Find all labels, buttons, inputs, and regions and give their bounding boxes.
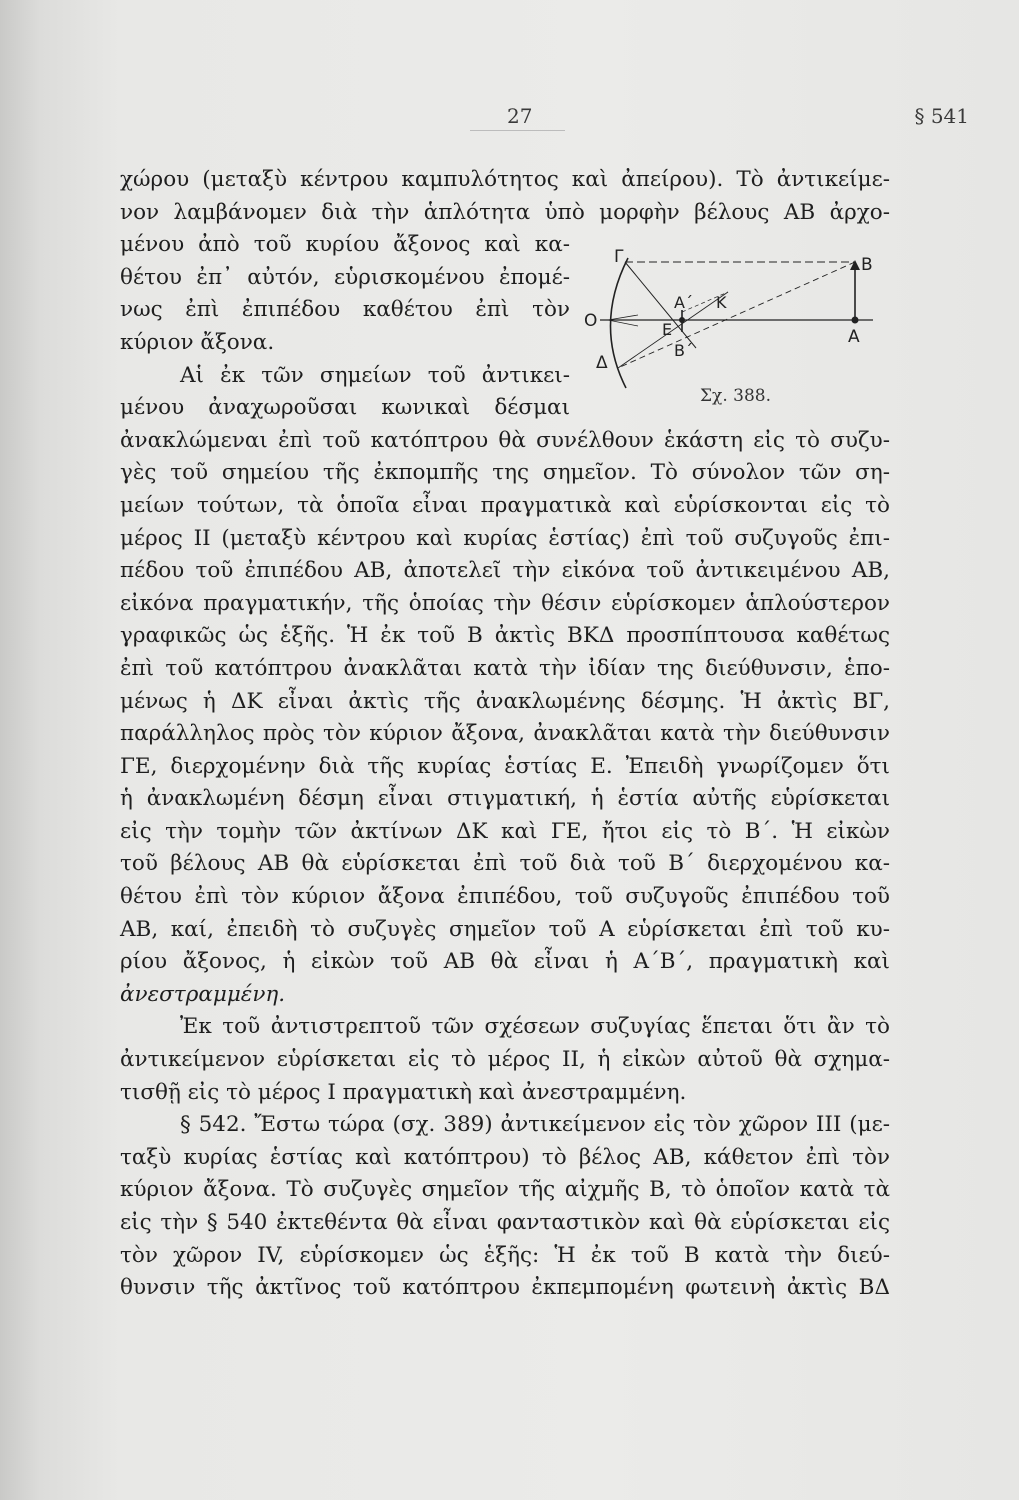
label-b: B <box>861 255 873 275</box>
text-line: τοῦ βέλους ΑΒ θὰ εὑρίσκεται ἐπὶ τοῦ διὰ τοῦ Β΄ διερχομένου κα- <box>120 851 890 877</box>
text-line: νον λαμβάνομεν διὰ τὴν ἁπλότητα ὑπὸ μορφὴν βέλους ΑΒ ἀρχο- <box>120 199 890 225</box>
text-line: παράλληλος πρὸς τὸν κύριον ἄξονα, ἀνακλᾶται κατὰ τὴν διεύθυνσιν <box>120 721 890 747</box>
text-line: μέρος ΙΙ (μεταξὺ κέντρου καὶ κυρίας ἑστίας) ἐπὶ τοῦ συζυγοῦς ἐπι- <box>120 525 890 551</box>
text-line: ἀντικείμενον εὑρίσκεται εἰς τὸ μέρος ΙΙ, ἡ εἰκὼν αὐτοῦ θὰ σχημα- <box>120 1047 890 1073</box>
text-line: γραφικῶς ὡς ἑξῆς. Ἡ ἐκ τοῦ Β ἀκτὶς ΒΚΔ προσπίπτουσα καθέτως <box>120 623 890 649</box>
page-number: 27 <box>507 104 533 128</box>
label-delta: Δ <box>596 353 608 373</box>
body-text <box>120 164 890 1305</box>
text-line: θέτου ἐπὶ τὸν κύριον ἄξονα ἐπιπέδου, τοῦ συζυγοῦς ἐπιπέδου τοῦ <box>120 884 890 910</box>
text-line: ΓΕ, διερχομένην διὰ τῆς κυρίας ἑστίας Ε. Ἐπειδὴ γνωρίζομεν ὅτι <box>120 753 890 779</box>
text-line: ἡ ἀνακλωμένη δέσμη εἶναι στιγματική, ἡ ἑστία αὐτῆς εὑρίσκεται <box>120 786 890 812</box>
label-o: O <box>584 311 598 331</box>
text-line: χώρου (μεταξὺ κέντρου καμπυλότητος καὶ ἀπείρου). Τὸ ἀντικείμε- <box>120 167 890 192</box>
text-line: κύριον ἄξονα. Τὸ συζυγὲς σημεῖον τῆς αἰχμῆς Β, τὸ ὁποῖον κατὰ τὰ <box>120 1177 890 1203</box>
text-line: θέτου ἐπ᾽ αὐτόν, εὑρισκομένου ἐπομέ- <box>120 264 570 290</box>
text-line: Αἱ ἐκ τῶν σημείων τοῦ ἀντικει- <box>180 362 570 388</box>
text-line: ΑΒ, καί, ἐπειδὴ τὸ συζυγὲς σημεῖον τοῦ Α εὑρίσκεται ἐπὶ τοῦ κυ- <box>120 916 890 942</box>
label-gamma: Γ <box>614 247 624 267</box>
text-line: ἐπὶ τοῦ κατόπτρου ἀνακλᾶται κατὰ τὴν ἰδίαν της διεύθυνσιν, ἑπο- <box>120 655 890 681</box>
text-line: τὸν χῶρον ΙV, εὑρίσκομεν ὡς ἑξῆς: Ἡ ἐκ τοῦ Β κατὰ τὴν διεύ- <box>120 1242 890 1268</box>
text-line: νως ἐπὶ ἐπιπέδου καθέτου ἐπὶ τὸν <box>120 297 570 323</box>
text-line: μένως ἡ ΔΚ εἶναι ἀκτὶς τῆς ἀνακλωμένης δέσμης. Ἡ ἀκτὶς ΒΓ, <box>120 688 890 714</box>
label-k: K <box>716 293 727 312</box>
label-a: A <box>848 327 860 347</box>
text-line: ἀνεστραμμένη. <box>120 981 286 1007</box>
text-line: μένου ἀπὸ τοῦ κυρίου ἄξονος καὶ κα- <box>120 232 570 258</box>
text-line: μείων τούτων, τὰ ὁποῖα εἶναι πραγματικὰ καὶ εὑρίσκονται εἰς τὸ <box>120 492 890 518</box>
page-header <box>0 100 1019 136</box>
text-line: ἀνακλώμεναι ἐπὶ τοῦ κατόπτρου θὰ συνέλθουν ἑκάστη εἰς τὸ συζυ- <box>120 427 890 453</box>
header-rule <box>470 130 565 131</box>
text-line: γὲς τοῦ σημείου τῆς ἐκπομπῆς της σημεῖον. Τὸ σύνολον τῶν ση- <box>120 460 890 486</box>
text-line: κύριον ἄξονα. <box>120 329 275 355</box>
text-line: εἰς τὴν § 540 ἐκτεθέντα θὰ εἶναι φανταστικὸν καὶ θὰ εὑρίσκεται εἰς <box>120 1210 890 1235</box>
section-reference: § 541 <box>914 104 969 128</box>
text-line: ρίου ἄξονος, ἡ εἰκὼν τοῦ ΑΒ θὰ εἶναι ἡ Α΄Β΄, πραγματικὴ καὶ <box>120 949 890 975</box>
text-line: ταξὺ κυρίας ἑστίας καὶ κατόπτρου) τὸ βέλος ΑΒ, κάθετον ἐπὶ τὸν <box>120 1144 890 1170</box>
label-b-prime: B΄ <box>674 341 693 360</box>
text-line: § 542. Ἔστω τώρα (σχ. 389) ἀντικείμενον εἰς τὸν χῶρον ΙΙΙ (με- <box>180 1112 890 1138</box>
text-line: μένου ἀναχωροῦσαι κωνικαὶ δέσμαι <box>120 395 570 421</box>
label-e: E <box>662 320 673 339</box>
text-line: Ἐκ τοῦ ἀντιστρεπτοῦ τῶν σχέσεων συζυγίας ἕπεται ὅτι ἂν τὸ <box>180 1014 890 1040</box>
text-line: θυνσιν τῆς ἀκτῖνος τοῦ κατόπτρου ἐκπεμπομένη φωτεινὴ ἀκτὶς ΒΔ <box>120 1275 890 1301</box>
label-a-prime: Α΄ <box>674 293 693 312</box>
text-line: πέδου τοῦ ἐπιπέδου ΑΒ, ἀποτελεῖ τὴν εἰκόνα τοῦ ἀντικειμένου ΑΒ, <box>120 558 890 584</box>
text-line: εἰκόνα πραγματικήν, τῆς ὁποίας τὴν θέσιν εὑρίσκομεν ἁπλούστερον <box>120 590 890 616</box>
text-line: τισθῇ εἰς τὸ μέρος Ι πραγματικὴ καὶ ἀνεστραμμένη. <box>120 1079 687 1105</box>
text-line: εἰς τὴν τομὴν τῶν ἀκτίνων ΔΚ καὶ ΓΕ, ἤτοι εἰς τὸ Β΄. Ἡ εἰκὼν <box>120 818 890 844</box>
figure-caption: Σχ. 388. <box>700 386 771 406</box>
